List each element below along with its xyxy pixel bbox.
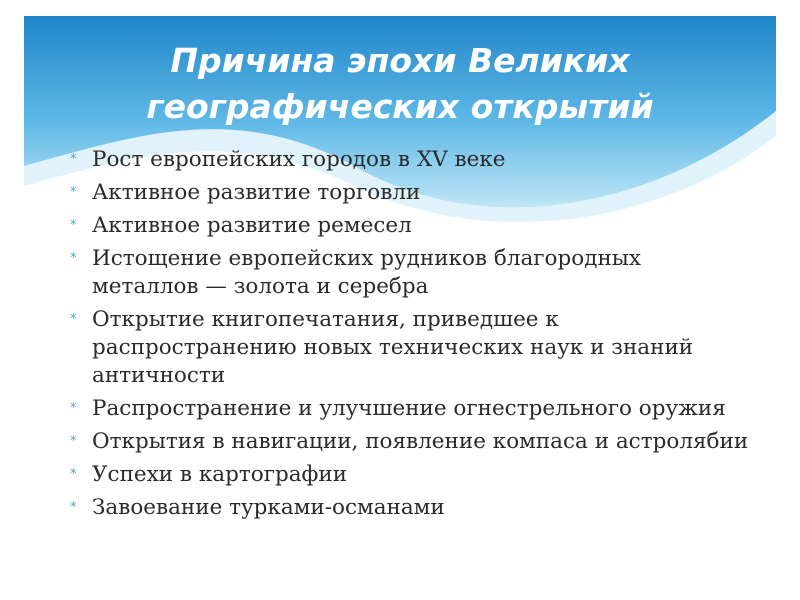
bullet-star-icon: *	[70, 401, 77, 416]
list-item-text: Истощение европейских рудников благородных металлов — золота и серебра	[92, 246, 642, 299]
list-item	[70, 212, 750, 240]
list-item-text: Открытие книгопечатания, приведшее к распространению новых технических наук и знаний античности	[92, 307, 694, 388]
list-item-text: Открытия в навигации, появление компаса и астролябии	[92, 429, 749, 454]
list-item-text: Завоевание турками-османами	[92, 495, 445, 520]
bullet-star-icon: *	[70, 152, 77, 167]
bullet-star-icon: *	[70, 434, 77, 449]
slide-title	[24, 38, 776, 130]
list-item	[70, 306, 750, 390]
bullet-star-icon: *	[70, 312, 77, 327]
list-item	[70, 494, 750, 522]
bullet-list	[70, 146, 750, 527]
list-item-text: Успехи в картографии	[92, 462, 348, 487]
list-item	[70, 461, 750, 489]
bullet-star-icon: *	[70, 500, 77, 515]
slide-title-line-2: географических открытий	[146, 87, 654, 126]
slide-title-line-1: Причина эпохи Великих	[170, 41, 630, 80]
list-item	[70, 146, 750, 174]
bullet-star-icon: *	[70, 251, 77, 266]
list-item-text: Активное развитие торговли	[92, 180, 421, 205]
list-item	[70, 245, 750, 301]
list-item	[70, 395, 750, 423]
list-item-text: Рост европейских городов в XV веке	[92, 147, 506, 172]
list-item-text: Активное развитие ремесел	[92, 213, 412, 238]
bullet-star-icon: *	[70, 218, 77, 233]
list-item	[70, 179, 750, 207]
list-item-text: Распространение и улучшение огнестрельного оружия	[92, 396, 726, 421]
list-item	[70, 428, 750, 456]
bullet-star-icon: *	[70, 467, 77, 482]
bullet-star-icon: *	[70, 185, 77, 200]
